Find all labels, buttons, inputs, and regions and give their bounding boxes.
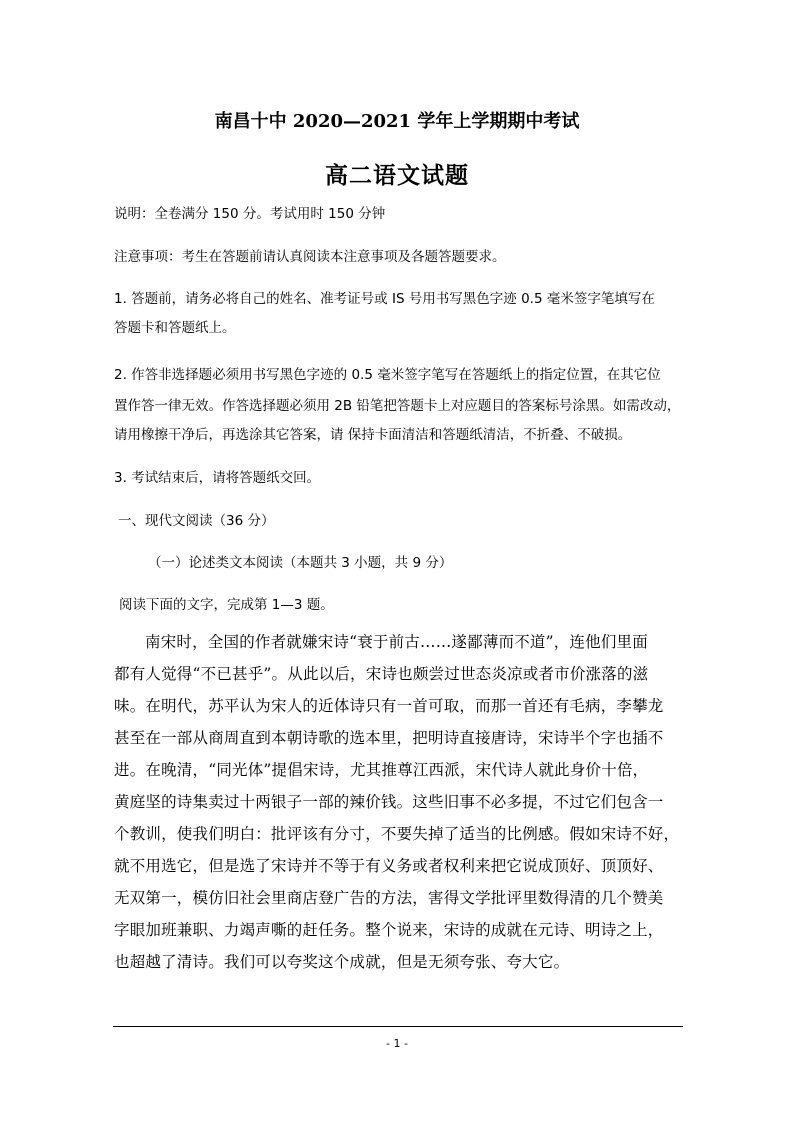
section-heading: 一、现代文阅读（36 分） [118,513,275,529]
passage-line: 黄庭坚的诗集卖过十两银子一部的辣价钱。这些旧事不必多提，不过它们包含一 [114,793,664,811]
passage-line: 南宋时，全国的作者就嫌宋诗“衰于前古……遂鄙薄而不道”，连他们里面 [145,633,648,651]
passage-line: 甚至在一部从商周直到本朝诗歌的选本里，把明诗直接唐诗，宋诗半个字也插不 [114,729,664,747]
reading-instruction: 阅读下面的文字，完成第 1—3 题。 [119,597,334,613]
passage-line: 也超越了清诗。我们可以夸奖这个成就，但是无须夸张、夸大它。 [114,953,570,971]
instruction-item-2-line-3: 请用橡擦干净后，再选涂其它答案，请 保持卡面清洁和答题纸清洁，不折叠、不破损。 [114,427,632,443]
passage-line: 无双第一，模仿旧社会里商店登广告的方法，害得文学批评里数得清的几个赞美 [114,889,664,907]
footer-divider [113,1026,683,1027]
page-number: - 1 - [386,1037,408,1050]
instruction-item-3: 3. 考试结束后，请将答题纸交回。 [114,470,321,486]
attention-text: 注意事项：考生在答题前请认真阅读本注意事项及各题答题要求。 [114,249,506,265]
section-subheading: （一）论述类文本阅读（本题共 3 小题，共 9 分） [148,555,453,571]
passage-line: 个教训，使我们明白：批评该有分寸，不要失掉了适当的比例感。假如宋诗不好， [114,825,680,843]
instruction-item-1-line-2: 答题卡和答题纸上。 [114,320,236,336]
explanation-text: 说明：全卷满分 150 分。考试用时 150 分钟 [114,206,386,222]
passage-line: 字眼加班兼职、力竭声嘶的赶任务。整个说来，宋诗的成就在元诗、明诗之上， [114,921,664,939]
passage-line: 就不用选它，但是选了宋诗并不等于有义务或者权利来把它说成顶好、顶顶好、 [114,857,664,875]
passage-line: 进。在晚清，“同光体”提倡宋诗，尤其推尊江西派，宋代诗人就此身价十倍， [114,761,649,779]
instruction-item-2-line-2: 置作答一律无效。作答选择题必须用 2B 铅笔把答题卡上对应题目的答案标号涂黑。如需改动， [114,398,681,414]
passage-line: 都有人觉得“不已甚乎”。从此以后，宋诗也颇尝过世态炎凉或者市价涨落的滋 [114,665,649,683]
exam-title: 南昌十中 2020—2021 学年上学期期中考试 [214,111,580,132]
exam-subtitle: 高二语文试题 [325,162,469,189]
passage-line: 味。在明代，苏平认为宋人的近体诗只有一首可取，而那一首还有毛病，李攀龙 [114,697,664,715]
instruction-item-1-line-1: 1. 答题前，请务必将自己的姓名、准考证号或 IS 号用书写黑色字迹 0.5 毫米签字笔填写在 [114,291,655,307]
instruction-item-2-line-1: 2. 作答非选择题必须用书写黑色字迹的 0.5 毫米签字笔写在答题纸上的指定位置，在其它位 [114,367,661,383]
